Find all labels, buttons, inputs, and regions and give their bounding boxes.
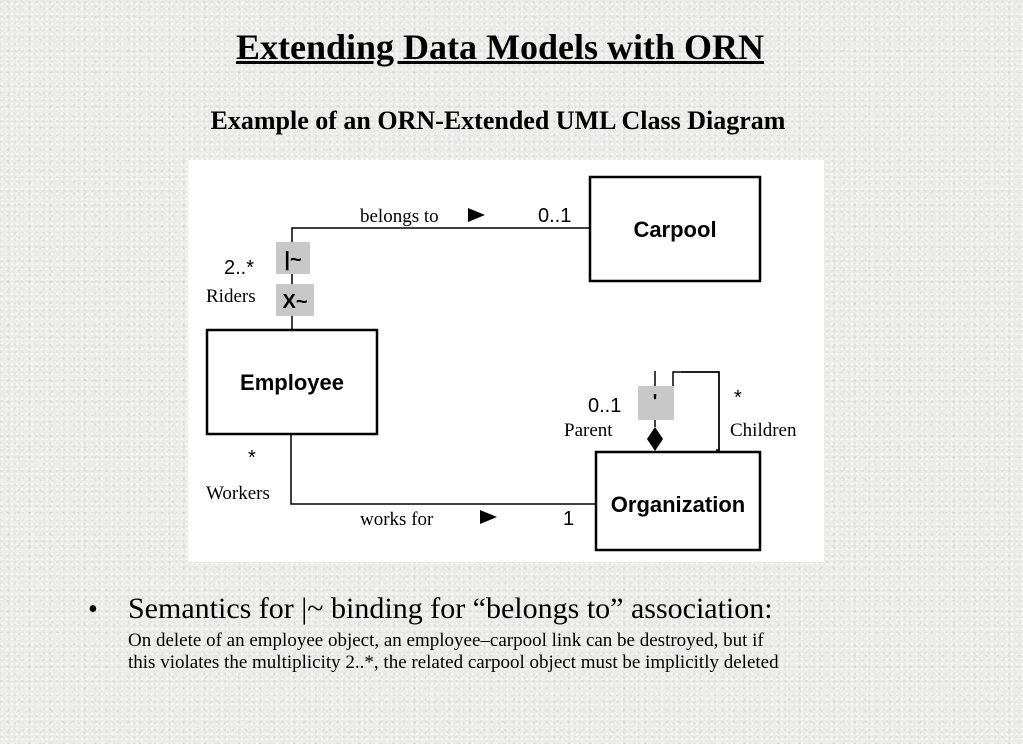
bullet-body-line-1: On delete of an employee object, an employee–carpool link can be destroyed, but if (128, 630, 764, 651)
diagram-canvas (188, 160, 824, 562)
works-for-arrow-icon (480, 510, 497, 524)
parent-role: Parent (564, 420, 613, 441)
employee-class-name: Employee (240, 370, 344, 395)
children-multiplicity: * (734, 387, 742, 409)
carpool-class-name: Carpool (633, 217, 717, 242)
bullet-body (128, 630, 948, 674)
belongs-to-arrow-icon (468, 208, 485, 222)
belongs-to-label: belongs to (360, 206, 439, 227)
self-association-loop (673, 372, 719, 452)
works-for-label: works for (360, 509, 434, 530)
slide-title: Extending Data Models with ORN (235, 27, 765, 67)
uml-class-diagram (188, 160, 824, 562)
riders-multiplicity: 2..* (224, 257, 255, 279)
delete-marker-symbol: X~ (282, 291, 308, 313)
workers-role: Workers (206, 483, 270, 504)
workers-multiplicity: * (248, 447, 256, 469)
organization-class-name: Organization (610, 492, 746, 517)
belongs-to-association-line (292, 228, 590, 242)
bullet-icon: • (88, 594, 98, 625)
parent-marker-symbol: ' (652, 391, 658, 413)
parent-multiplicity: 0..1 (588, 395, 622, 417)
bind-marker-symbol: |~ (284, 249, 302, 271)
works-for-association-line (291, 435, 596, 504)
bullet-body-line-2: this violates the multiplicity 2..*, the related carpool object must be implicitly deleted (128, 652, 779, 673)
composition-diamond-icon (647, 427, 663, 451)
carpool-multiplicity: 0..1 (538, 205, 572, 227)
riders-role: Riders (206, 286, 256, 307)
organization-multiplicity: 1 (563, 508, 575, 530)
bullet-heading: Semantics for |~ binding for “belongs to” association: (128, 592, 773, 625)
slide-subtitle: Example of an ORN-Extended UML Class Diagram (210, 106, 786, 135)
children-role: Children (730, 420, 797, 441)
